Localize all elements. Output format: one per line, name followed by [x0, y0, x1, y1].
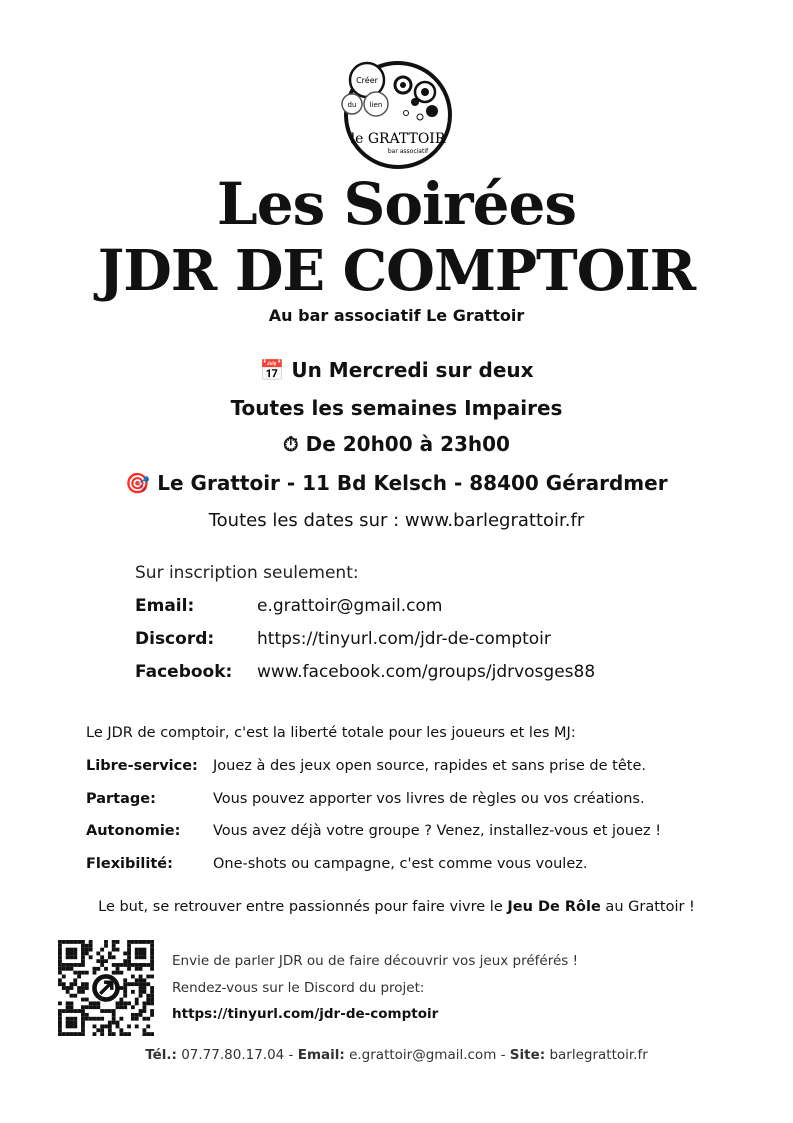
- footer-email-value: e.grattoir@gmail.com -: [344, 1047, 510, 1063]
- goal-line: [0, 899, 793, 915]
- stopwatch-icon: ⏱: [283, 432, 299, 456]
- discord-qr-code[interactable]: [58, 940, 154, 1036]
- address-line: [0, 471, 793, 495]
- about-value-autonomie: Vous avez déjà votre groupe ? Venez, installez-vous et jouez !: [213, 823, 662, 839]
- registration-intro: Sur inscription seulement:: [135, 563, 359, 583]
- about-label-libre-service: Libre-service:: [86, 758, 198, 774]
- svg-text:le GRATTOIR: le GRATTOIR: [350, 131, 446, 147]
- target-icon: 🎯: [125, 471, 151, 495]
- about-label-autonomie: Autonomie:: [86, 823, 181, 839]
- tel-value: 07.77.80.17.04 -: [176, 1047, 298, 1063]
- site-label: Site:: [509, 1047, 546, 1063]
- discord-label: Discord:: [135, 629, 215, 649]
- facebook-label: Facebook:: [135, 662, 233, 682]
- about-label-partage: Partage:: [86, 791, 156, 807]
- hours-text: De 20h00 à 23h00: [305, 432, 510, 456]
- svg-text:du: du: [347, 101, 357, 109]
- email-label: Email:: [135, 596, 195, 616]
- discord-line-2: Rendez-vous sur le Discord du projet:: [172, 980, 425, 996]
- goal-bold: Jeu De Rôle: [507, 899, 601, 915]
- about-value-flexibilite: One-shots ou campagne, c'est comme vous voulez.: [213, 856, 588, 872]
- footer-email-label: Email:: [297, 1047, 345, 1063]
- title-line-2: JDR DE COMPTOIR: [97, 238, 696, 304]
- weeks-line: Toutes les semaines Impaires: [230, 396, 563, 420]
- title-line-1: Les Soirées: [216, 170, 577, 238]
- goal-pre: Le but, se retrouver entre passionnés pour faire vivre le: [98, 899, 508, 915]
- footer: [0, 1047, 793, 1063]
- le-grattoir-logo: [340, 55, 455, 170]
- calendar-icon: 📅: [259, 358, 285, 382]
- discord-link[interactable]: https://tinyurl.com/jdr-de-comptoir: [172, 1006, 439, 1022]
- about-value-partage: Vous pouvez apporter vos livres de règles ou vos créations.: [213, 791, 645, 807]
- email-value[interactable]: e.grattoir@gmail.com: [257, 596, 443, 616]
- subtitle: Au bar associatif Le Grattoir: [268, 306, 525, 325]
- about-value-libre-service: Jouez à des jeux open source, rapides et sans prise de tête.: [213, 758, 646, 774]
- address-text: Le Grattoir - 11 Bd Kelsch - 88400 Gérardmer: [157, 471, 668, 495]
- discord-value[interactable]: https://tinyurl.com/jdr-de-comptoir: [257, 629, 551, 649]
- svg-text:Créer: Créer: [356, 76, 378, 85]
- site-value: barlegrattoir.fr: [545, 1047, 648, 1063]
- tel-label: Tél.:: [145, 1047, 177, 1063]
- hours-line: [0, 432, 793, 456]
- facebook-value[interactable]: www.facebook.com/groups/jdrvosges88: [257, 662, 596, 682]
- about-label-flexibilite: Flexibilité:: [86, 856, 173, 872]
- about-intro: Le JDR de comptoir, c'est la liberté totale pour les joueurs et les MJ:: [86, 725, 576, 741]
- frequency-line: [0, 358, 793, 382]
- svg-text:lien: lien: [369, 101, 383, 109]
- svg-text:bar associatif: bar associatif: [387, 148, 429, 155]
- goal-post: au Grattoir !: [600, 899, 695, 915]
- dates-line: Toutes les dates sur : www.barlegrattoir.fr: [208, 510, 585, 531]
- frequency-text: Un Mercredi sur deux: [291, 358, 534, 382]
- discord-line-1: Envie de parler JDR ou de faire découvrir vos jeux préférés !: [172, 953, 579, 969]
